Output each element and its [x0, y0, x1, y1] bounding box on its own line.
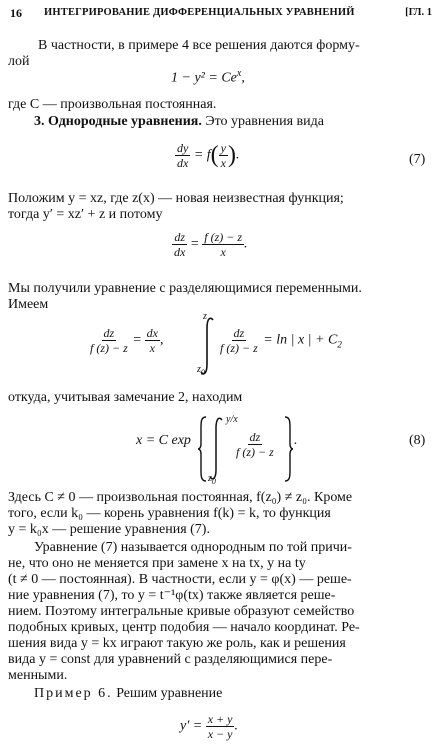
fraction-integrand — [218, 326, 260, 355]
text-line: ние уравнения (7), то y = t⁻¹φ(tx) также является реше- — [8, 588, 336, 603]
denominator: dx — [177, 156, 189, 170]
fraction-dx — [145, 326, 160, 355]
numerator: dz — [249, 430, 261, 444]
equals-sign: = — [129, 332, 145, 348]
example-label: Пример 6. — [34, 686, 113, 701]
paragraph-separable — [8, 281, 362, 313]
text-line: Положим y = xz, где z(x) — новая неизвестная функция; — [8, 191, 344, 206]
text-line: не, что оно не меняется при замене x на tx, y на ty — [8, 556, 306, 571]
numerator: dx — [146, 326, 158, 340]
lower-limit-var: z — [208, 473, 212, 484]
denominator: x — [220, 245, 226, 259]
lower-limit-sub: 0 — [200, 368, 205, 377]
running-header — [10, 6, 432, 22]
punctuation: . — [236, 147, 240, 163]
paren-open: ( — [210, 142, 219, 168]
running-title: ИНТЕГРИРОВАНИЕ ДИФФЕРЕНЦИАЛЬНЫХ УРАВНЕНИЙ — [44, 7, 355, 18]
text-line: Уравнение (7) называется однородным по той причи- — [34, 540, 352, 555]
section-intro: Это уравнения вида — [201, 114, 324, 129]
text-line: нием. Поэтому интегральные кривые образуют семейство — [8, 604, 355, 619]
numerator: dz — [174, 230, 185, 244]
text-line: того, если k₀ — корень уравнения f(k) = k, то функция — [8, 506, 331, 521]
exponent: x — [236, 68, 242, 79]
fraction-integrand-8 — [234, 430, 276, 459]
denominator: f (z) − z — [236, 445, 274, 459]
numerator: y — [220, 141, 226, 155]
equation-7 — [175, 141, 240, 170]
punctuation: , — [241, 70, 245, 86]
example-heading — [34, 686, 222, 702]
integral-lower-limit — [197, 364, 205, 377]
section-number: 3. — [34, 114, 45, 129]
text-line: y = k₀x — решение уравнения (7). — [8, 522, 210, 537]
fraction-example — [206, 712, 235, 741]
integral-lower-limit-8 — [208, 473, 216, 486]
numerator: dz — [233, 326, 245, 340]
punctuation: . — [244, 236, 248, 252]
numerator: x + y — [207, 712, 233, 726]
section-heading — [34, 114, 324, 130]
text-line: (t ≠ 0 — постоянная). В частности, если y = φ(x) — реше- — [8, 572, 352, 587]
equation-8-lhs: x = C exp — [136, 433, 191, 448]
section-title: Однородные уравнения. — [48, 114, 202, 129]
punctuation: . — [234, 718, 238, 734]
denominator: f (z) − z — [220, 341, 258, 355]
equation-solution-family — [171, 68, 245, 87]
text-line: вида y = const для уравнений с разделяющимися пере- — [8, 652, 333, 667]
text-line: Мы получили уравнение с разделяющимися переменными. — [8, 281, 362, 296]
numerator: f (z) − z — [204, 230, 242, 244]
fraction-dz — [88, 326, 130, 355]
numerator: dz — [103, 326, 115, 340]
example-text: Решим уравнение — [112, 686, 223, 701]
equation-integral-rhs — [218, 326, 342, 355]
page-number: 16 — [10, 6, 22, 20]
brace-close — [283, 414, 295, 484]
separator: , — [160, 332, 164, 348]
equation-lhs: y′ = — [180, 718, 206, 734]
paragraph-homogeneous — [8, 540, 433, 684]
paragraph-here — [8, 490, 433, 538]
text-line: В частности, в примере 4 все решения даются форму- — [38, 38, 360, 53]
lower-limit-sub: 0 — [211, 477, 216, 486]
denominator: x — [149, 341, 155, 355]
fraction-y-x — [219, 141, 228, 170]
paren-close: ) — [228, 142, 236, 168]
chapter-reference: [ГЛ. 1 — [405, 7, 432, 18]
text-line: где C — произвольная постоянная. — [8, 97, 217, 112]
text-line: шения вида y = kx играют такую же роль, как и решения — [8, 636, 346, 651]
text-line: подобных кривых, центр подобия — начало координат. Ре- — [8, 620, 360, 635]
denominator: dx — [174, 245, 186, 259]
equals-sign: = — [187, 236, 203, 252]
equation-8-integrand — [234, 430, 276, 459]
equation-rhs: Ce — [221, 70, 237, 86]
paragraph-intro — [8, 38, 433, 70]
lower-limit-var: z — [197, 364, 201, 375]
text-line: тогда y′ = xz′ + z и потому — [8, 207, 163, 222]
equation-integral — [88, 326, 164, 355]
equation-rhs: = ln | x | + C — [263, 332, 338, 348]
text-line: лой — [8, 54, 30, 69]
fraction-dy-dx — [175, 141, 190, 170]
numerator: dy — [177, 141, 189, 155]
denominator: x — [220, 156, 226, 170]
fraction-dz-dx — [172, 230, 187, 259]
text-line: Здесь C ≠ 0 — произвольная постоянная, f(z₀) ≠ z₀. Кроме — [8, 490, 353, 505]
paragraph-remark — [8, 390, 242, 406]
text-line: Имеем — [8, 297, 49, 312]
paragraph-constant — [8, 97, 216, 113]
punctuation: . — [294, 433, 298, 448]
equation-lhs: 1 − y² = — [171, 70, 222, 86]
integral-upper-limit-8: y/x — [226, 414, 238, 425]
equation-mid: = f — [190, 147, 211, 163]
equation-number-8: (8) — [409, 433, 426, 448]
text-line: менными. — [8, 668, 68, 683]
denominator: f (z) − z — [90, 341, 128, 355]
fraction-rhs — [202, 230, 244, 259]
constant-subscript: 2 — [337, 339, 342, 350]
equation-dz-dx — [172, 230, 248, 259]
integral-upper-limit: z — [203, 311, 207, 322]
equation-example-6 — [180, 712, 238, 741]
text-line: откуда, учитывая замечание 2, находим — [8, 390, 243, 405]
denominator: x − y — [207, 727, 233, 741]
equation-number-7: (7) — [409, 152, 426, 167]
paragraph-substitution — [8, 191, 344, 223]
